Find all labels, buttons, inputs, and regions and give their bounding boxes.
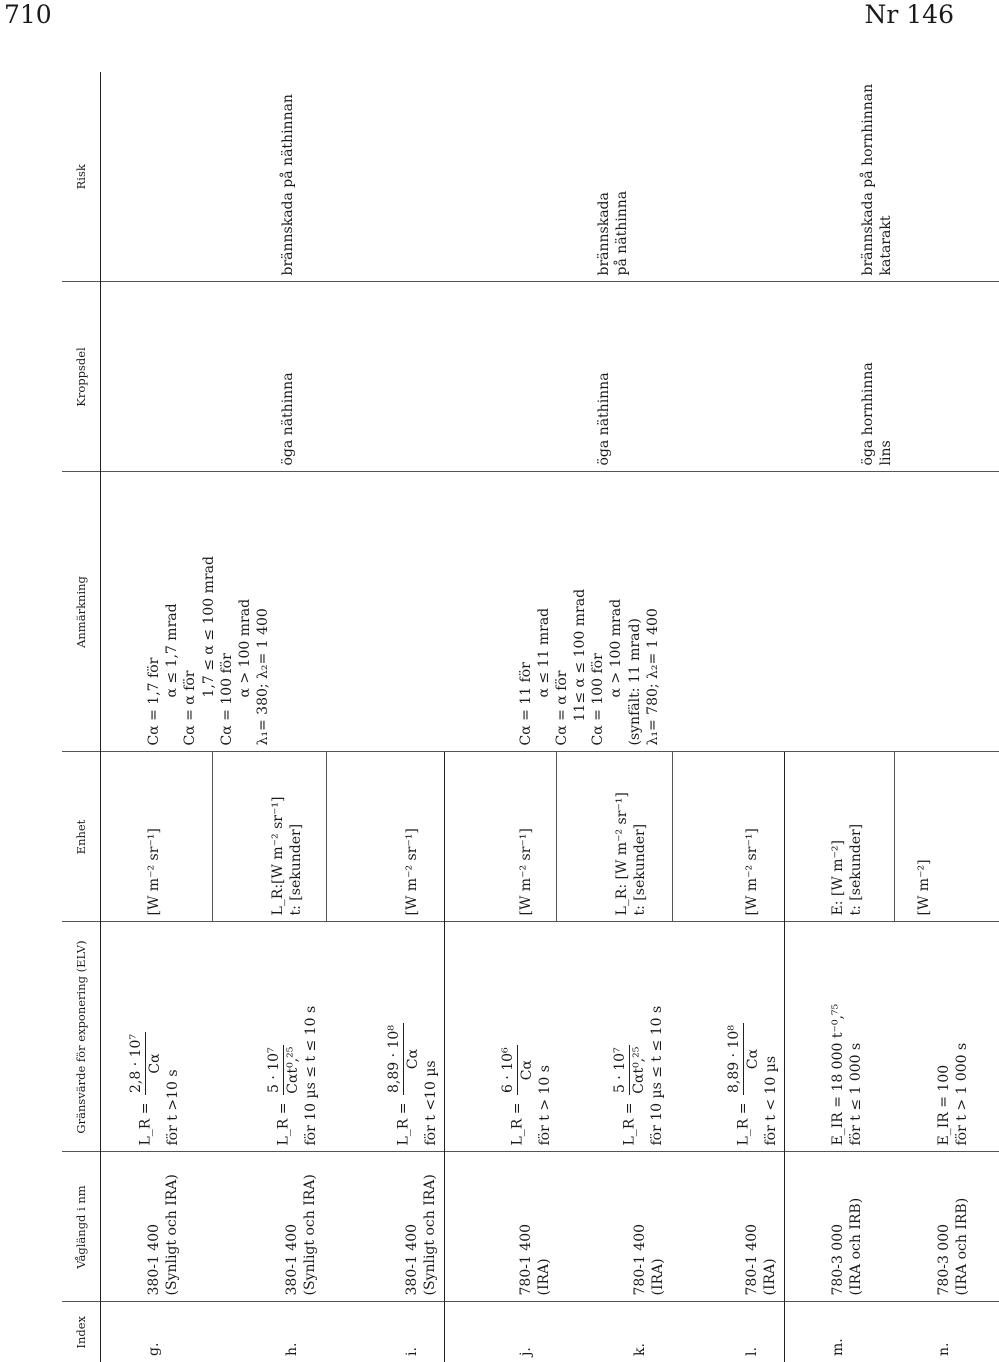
unit-line: L_R: [W m⁻² sr⁻¹] xyxy=(614,792,630,916)
table-row-g xyxy=(101,72,213,1362)
col-header-unit: Enhet xyxy=(62,752,101,922)
wavelength-range: 780-3 000 xyxy=(935,1223,952,1296)
lr-label: L_R = xyxy=(621,1102,638,1146)
elv-condition: för t > 1 000 s xyxy=(953,1042,970,1146)
elv-condition: för t ≤ 1 000 s xyxy=(848,1042,865,1146)
fraction xyxy=(127,1032,164,1095)
remark-line: Cα = α för xyxy=(182,670,199,746)
row-index: m. xyxy=(830,1338,846,1356)
elv-formula: E_IR = 18 000 t⁻⁰,⁷⁵ xyxy=(830,1003,846,1146)
wavelength-cell xyxy=(557,1152,673,1302)
wavelength-range: 380-1 400 xyxy=(146,1223,162,1296)
elv-formula: E_IR = 100 xyxy=(935,1064,952,1146)
row-index: l. xyxy=(673,1302,785,1362)
wavelength-cell xyxy=(213,1152,327,1302)
col-header-wavelength: Våglängd i nm xyxy=(62,1152,101,1302)
table-header-row xyxy=(62,72,101,1362)
unit-line: E: [W m⁻²] xyxy=(830,840,846,916)
row-index: k. xyxy=(631,1343,648,1356)
remark-line: α > 100 mrad xyxy=(608,598,625,698)
remark-line: Cα = 100 för xyxy=(590,653,607,746)
wavelength-range: 780-1 400 xyxy=(631,1223,648,1296)
unit-line: L_R:[W m⁻² sr⁻¹] xyxy=(270,796,286,916)
body-part-cell-mn xyxy=(785,282,999,472)
remark-line: Cα = 100 för xyxy=(218,653,235,746)
remark-line: λ₁= 380; λ₂= 1 400 xyxy=(255,608,272,746)
fraction-numerator: 6 · 10⁶ xyxy=(499,1045,518,1095)
unit-cell xyxy=(213,752,327,922)
wavelength-range: 380-1 400 xyxy=(283,1223,300,1296)
elv-formula xyxy=(611,929,648,1146)
risk-line: brännskada på hornhinnan xyxy=(859,83,876,276)
unit-cell: [W m⁻²] xyxy=(895,752,999,922)
elv-formula xyxy=(265,929,302,1146)
fraction-numerator: 8,89 · 10⁸ xyxy=(725,1023,744,1095)
lr-label: L_R = xyxy=(509,1102,526,1146)
remark-line: Cα = 11 för xyxy=(517,662,534,746)
wavelength-band: (Synligt och IRA) xyxy=(301,1174,318,1296)
unit-cell xyxy=(557,752,673,922)
fraction xyxy=(611,1045,648,1095)
unit-cell: [W m⁻² sr⁻¹] xyxy=(445,752,557,922)
fraction-denominator: Cαt⁰,²⁵ xyxy=(630,1046,647,1094)
page-header xyxy=(0,0,960,34)
wavelength-cell xyxy=(445,1152,557,1302)
fraction xyxy=(265,1045,302,1095)
row-index: h. xyxy=(283,1342,300,1356)
remark-line: λ₁= 780; λ₂= 1 400 xyxy=(644,608,661,746)
unit-cell: [W m⁻² sr⁻¹] xyxy=(101,752,213,922)
remark-line: α ≤ 11 mrad xyxy=(535,607,552,698)
wavelength-band: (Synligt och IRA) xyxy=(421,1174,438,1296)
wavelength-cell xyxy=(101,1152,213,1302)
table-row-j xyxy=(445,72,557,1362)
wavelength-band: (Synligt och IRA) xyxy=(164,1174,181,1296)
wavelength-range: 780-3 000 xyxy=(830,1223,846,1296)
unit-line: t: [sekunder] xyxy=(632,823,649,916)
unit-cell xyxy=(785,752,895,922)
elv-cell xyxy=(327,922,445,1152)
fraction xyxy=(385,1023,422,1095)
row-index: j. xyxy=(518,1347,534,1356)
remark-cell-jkl xyxy=(445,472,785,752)
unit-line: t: [sekunder] xyxy=(848,823,865,916)
risk-cell-jkl xyxy=(445,72,785,282)
unit-cell: [W m⁻² sr⁻¹] xyxy=(327,752,445,922)
page-number: 710 xyxy=(4,0,52,29)
elv-condition: för t <10 µs xyxy=(422,1060,439,1146)
body-part-cell-ghi: öga näthinna xyxy=(101,282,445,472)
wavelength-cell xyxy=(327,1152,445,1302)
table-row-m xyxy=(785,72,895,1362)
wavelength-band: (IRA) xyxy=(536,1258,553,1296)
wavelength-band: (IRA och IRB) xyxy=(848,1197,865,1296)
fraction-denominator: Cα xyxy=(147,1053,164,1074)
risk-line: katarakt xyxy=(877,215,894,276)
elv-condition: för t < 10 µs xyxy=(762,1055,779,1146)
wavelength-cell xyxy=(895,1152,999,1302)
elv-cell xyxy=(785,922,895,1152)
row-index: i. xyxy=(327,1302,445,1362)
fraction-numerator: 5 · 10⁷ xyxy=(611,1045,630,1095)
remark-line: (synfält: 11 mrad) xyxy=(626,618,643,746)
row-index: n. xyxy=(935,1342,952,1356)
remark-line: Cα = α för xyxy=(553,670,570,746)
body-part-line: öga hornhinna xyxy=(859,362,876,466)
remark-line: α > 100 mrad xyxy=(236,598,253,698)
row-index: g. xyxy=(146,1342,162,1356)
risk-line: brännskada xyxy=(595,192,612,276)
elv-formula xyxy=(499,929,536,1146)
elv-formula xyxy=(385,929,422,1146)
risk-cell-ghi: brännskada på näthinnan xyxy=(101,72,445,282)
elv-condition: för 10 µs ≤ t ≤ 10 s xyxy=(302,1005,319,1146)
fraction-denominator: Cα xyxy=(519,1060,536,1081)
fraction-numerator: 8,89 · 10⁸ xyxy=(385,1023,404,1095)
wavelength-band: (IRA och IRB) xyxy=(953,1197,970,1296)
lr-label: L_R = xyxy=(395,1102,412,1146)
wavelength-cell xyxy=(785,1152,895,1302)
col-header-risk: Risk xyxy=(62,72,101,282)
col-header-body-part: Kroppsdel xyxy=(62,282,101,472)
remark-line: Cα = 1,7 för xyxy=(146,657,162,746)
col-header-index: Index xyxy=(62,1302,101,1362)
lr-label: L_R = xyxy=(275,1102,292,1146)
exposure-limit-table xyxy=(62,72,999,1362)
elv-formula xyxy=(127,929,164,1146)
fraction-denominator: Cα xyxy=(404,1048,421,1070)
risk-cell-mn xyxy=(785,72,999,282)
body-part-line: lins xyxy=(877,440,894,466)
remark-cell-mn xyxy=(785,472,999,752)
wavelength-cell xyxy=(673,1152,785,1302)
fraction-numerator: 5 · 10⁷ xyxy=(265,1045,284,1095)
body-part-cell-jkl: öga näthinna xyxy=(445,282,785,472)
fraction-denominator: Cα xyxy=(744,1048,761,1070)
wavelength-band: (IRA) xyxy=(649,1258,666,1296)
fraction-numerator: 2,8 · 10⁷ xyxy=(127,1032,146,1095)
wavelength-range: 780-1 400 xyxy=(518,1223,534,1296)
remark-line: 1,7 ≤ α ≤ 100 mrad xyxy=(200,556,217,698)
elv-cell xyxy=(445,922,557,1152)
elv-cell xyxy=(895,922,999,1152)
elv-condition: för t > 10 s xyxy=(537,1065,554,1146)
col-header-remark: Anmärkning xyxy=(62,472,101,752)
wavelength-band: (IRA) xyxy=(761,1258,778,1296)
wavelength-range: 380-1 400 xyxy=(403,1223,420,1296)
document-reference: Nr 146 xyxy=(864,0,954,29)
elv-cell xyxy=(557,922,673,1152)
fraction-denominator: Cαt⁰,²⁵ xyxy=(284,1046,301,1094)
remark-line: α ≤ 1,7 mrad xyxy=(164,603,181,698)
fraction xyxy=(499,1045,536,1095)
elv-cell xyxy=(673,922,785,1152)
elv-condition: för 10 µs ≤ t ≤ 10 s xyxy=(648,1005,665,1146)
risk-line: på näthinna xyxy=(613,190,630,276)
unit-line: t: [sekunder] xyxy=(288,823,305,916)
remark-cell-ghi xyxy=(101,472,445,752)
wavelength-range: 780-1 400 xyxy=(743,1223,760,1296)
col-header-elv: Gränsvärde för exponering (ELV) xyxy=(62,922,101,1152)
remark-line: 11≤ α ≤ 100 mrad xyxy=(572,588,589,722)
elv-cell xyxy=(213,922,327,1152)
rotated-table-container xyxy=(62,72,970,1362)
unit-cell: [W m⁻² sr⁻¹] xyxy=(673,752,785,922)
lr-label: L_R = xyxy=(137,1102,154,1146)
elv-condition: för t >10 s xyxy=(165,1069,182,1146)
elv-formula xyxy=(725,929,762,1146)
lr-label: L_R = xyxy=(735,1102,752,1146)
fraction xyxy=(725,1023,762,1095)
elv-cell xyxy=(101,922,213,1152)
